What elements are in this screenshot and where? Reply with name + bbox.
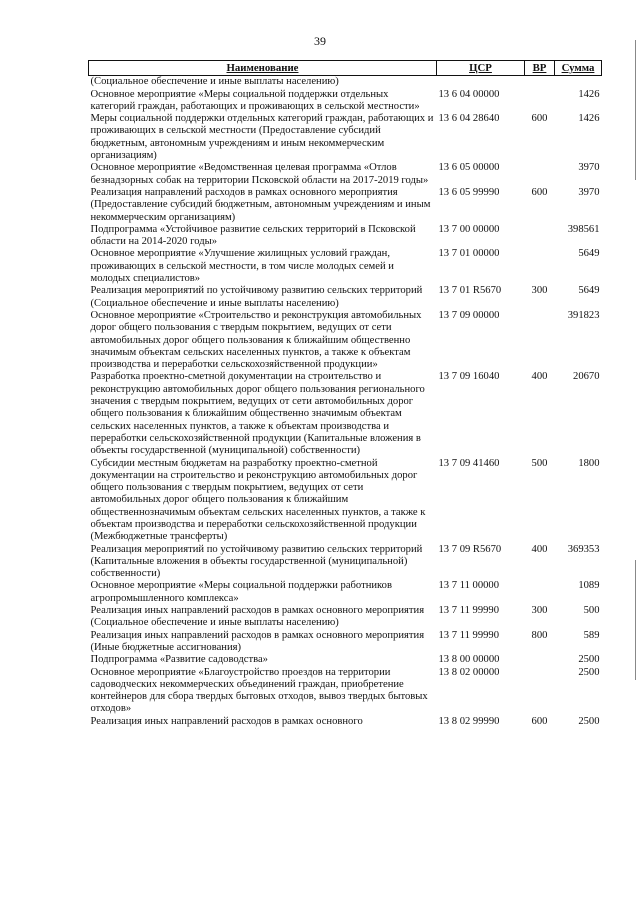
row-csr: 13 7 09 16040 <box>438 371 500 383</box>
row-vr: 600 <box>531 113 548 125</box>
row-name: Основное мероприятие «Строительство и реконструкция автомобильных дорог общего пользования с твердым покрытием, ведущих от сети автомобильных дорог общего пользования к ближайшим общественно значимым объектам сельских населенных пунктов, а также к объектам производства и переработки сельскохозяйственной продукции» <box>90 309 422 371</box>
row-name: Основное мероприятие «Ведомственная целевая программа «Отлов безнадзорных собак на территории Псковской области на 2017-2019 годы» <box>90 162 429 186</box>
table-header-row <box>89 61 602 76</box>
row-name: Реализация иных направлений расходов в рамках основного мероприятия (Социальное обеспечение и иные выплаты населению) <box>90 605 425 629</box>
row-sum: 589 <box>583 629 600 641</box>
row-vr <box>525 310 555 371</box>
table-row <box>89 113 602 162</box>
table-row <box>89 544 602 581</box>
row-vr: 300 <box>531 605 548 617</box>
table-row <box>89 285 602 310</box>
row-name: Основное мероприятие «Благоустройство проездов на территории садоводческих некоммерческих объединений граждан, приобретение контейнеров для сбора твердых бытовых отходов, вывоз твердых бытовых отходов» <box>90 666 428 715</box>
row-vr <box>525 162 555 187</box>
row-name: (Социальное обеспечение и иные выплаты населению) <box>90 76 339 88</box>
row-name: Подпрограмма «Устойчивое развитие сельских территорий в Псковской области на 2014-2020 годы» <box>90 223 416 248</box>
row-sum: 500 <box>583 605 600 617</box>
row-name: Разработка проектно-сметной документации на строительство и реконструкцию автомобильных дорог общего пользования регионального значения с твердым покрытием, ведущих от сети автомобильных дорог общего пользования к ближайшим общественно значимым объектам сельских населенных пунктов, а также к объектам производства и переработки сельскохозяйственной продукции (Капитальные вложения в объекты государственной (муниципальной) собственности) <box>90 371 425 457</box>
header-csr: ЦСР <box>437 61 525 76</box>
table-row <box>89 716 602 728</box>
table-row <box>89 605 602 630</box>
row-csr: 13 8 02 99990 <box>438 715 500 727</box>
table-row <box>89 580 602 605</box>
row-vr <box>525 580 555 605</box>
row-sum: 2500 <box>578 715 600 727</box>
row-name: Реализация иных направлений расходов в рамках основного <box>90 715 363 727</box>
row-csr: 13 6 05 99990 <box>438 186 500 198</box>
row-sum: 398561 <box>567 223 600 235</box>
row-csr: 13 7 09 00000 <box>438 309 500 321</box>
row-name: Подпрограмма «Развитие садоводства» <box>90 654 268 666</box>
row-name: Меры социальной поддержки отдельных категорий граждан, работающих и проживающих в сельской местности (Предоставление субсидий бюджетным, автономным учреждениям и иным некоммерческим организациям) <box>90 113 434 162</box>
row-csr <box>437 76 525 89</box>
row-sum: 369353 <box>567 543 600 555</box>
scan-edge-mark <box>635 560 636 680</box>
row-sum: 1426 <box>578 88 600 100</box>
header-vr: ВР <box>525 61 555 76</box>
row-vr: 500 <box>531 457 548 469</box>
row-csr: 13 7 11 99990 <box>438 605 500 617</box>
page-number: 39 <box>314 34 326 48</box>
row-csr: 13 7 01 00000 <box>438 248 500 260</box>
table-row <box>89 187 602 224</box>
table-row <box>89 371 602 457</box>
row-sum: 1426 <box>578 113 600 125</box>
row-vr <box>525 224 555 249</box>
row-name: Реализация иных направлений расходов в рамках основного мероприятия (Иные бюджетные ассигнования) <box>90 629 425 653</box>
table-row <box>89 89 602 114</box>
row-csr: 13 7 11 00000 <box>438 580 500 592</box>
scan-edge-mark <box>635 40 636 180</box>
row-vr: 600 <box>531 715 548 727</box>
row-vr: 400 <box>531 371 548 383</box>
row-sum: 20670 <box>573 371 600 383</box>
row-csr: 13 6 04 28640 <box>438 113 500 125</box>
row-csr: 13 7 01 R5670 <box>438 285 502 297</box>
row-name: Основное мероприятие «Меры социальной поддержки отдельных категорий граждан, работающих и проживающих в сельской местности» <box>90 88 420 112</box>
row-name: Субсидии местным бюджетам на разработку проектно-сметной документации на строительство и реконструкцию автомобильных дорог общего пользования с твердым покрытием, ведущих от сети автомобильных дорог общего пользования к ближайшим общественнозначимым объектам сельских населенных пунктов, а также к объектам производства и переработки сельскохозяйственной продукции (Межбюджетные трансферты) <box>90 457 426 543</box>
row-sum <box>555 76 602 89</box>
row-vr <box>525 89 555 114</box>
row-vr: 300 <box>531 285 548 297</box>
row-vr: 800 <box>531 629 548 641</box>
row-sum: 5649 <box>578 285 600 297</box>
table-row <box>89 654 602 666</box>
header-name: Наименование <box>89 61 437 76</box>
table-row <box>89 162 602 187</box>
row-sum: 5649 <box>578 248 600 260</box>
table-row <box>89 667 602 716</box>
table-body <box>89 76 602 728</box>
row-sum: 1089 <box>578 580 600 592</box>
row-name: Основное мероприятие «Меры социальной поддержки работников агропромышленного комплекса» <box>90 580 392 604</box>
row-csr: 13 7 09 R5670 <box>438 543 502 555</box>
row-name: Реализация направлений расходов в рамках основного мероприятия (Предоставление субсидий бюджетным, автономным учреждениям и иным некоммерческим организациям) <box>90 186 431 223</box>
row-csr: 13 7 00 00000 <box>438 223 500 235</box>
row-vr <box>525 654 555 666</box>
row-csr: 13 7 09 41460 <box>438 457 500 469</box>
row-sum: 3970 <box>578 186 600 198</box>
row-name: Основное мероприятие «Улучшение жилищных условий граждан, проживающих в сельской местности, в том числе молодых семей и молодых специалистов» <box>90 248 394 285</box>
row-csr: 13 6 04 00000 <box>438 88 500 100</box>
row-csr: 13 8 02 00000 <box>438 666 500 678</box>
row-csr: 13 8 00 00000 <box>438 654 500 666</box>
row-vr: 400 <box>531 543 548 555</box>
table-row <box>89 224 602 249</box>
row-vr <box>525 667 555 716</box>
table-row <box>89 76 602 89</box>
row-csr: 13 6 05 00000 <box>438 162 500 174</box>
header-sum: Сумма <box>555 61 602 76</box>
row-vr <box>525 76 555 89</box>
table-row <box>89 630 602 655</box>
row-csr: 13 7 11 99990 <box>438 629 500 641</box>
row-sum: 391823 <box>567 309 600 321</box>
row-name: Реализация мероприятий по устойчивому развитию сельских территорий (Капитальные вложения в объекты государственной (муниципальной) собственности) <box>90 543 423 580</box>
row-sum: 1800 <box>578 457 600 469</box>
table-row <box>89 248 602 285</box>
row-sum: 3970 <box>578 162 600 174</box>
table-row <box>89 310 602 371</box>
row-sum: 2500 <box>578 666 600 678</box>
table-row <box>89 458 602 544</box>
budget-table <box>88 60 602 728</box>
row-vr <box>525 248 555 285</box>
row-name: Реализация мероприятий по устойчивому развитию сельских территорий (Социальное обеспечение и иные выплаты населению) <box>90 285 423 309</box>
row-sum: 2500 <box>578 654 600 666</box>
row-vr: 600 <box>531 186 548 198</box>
